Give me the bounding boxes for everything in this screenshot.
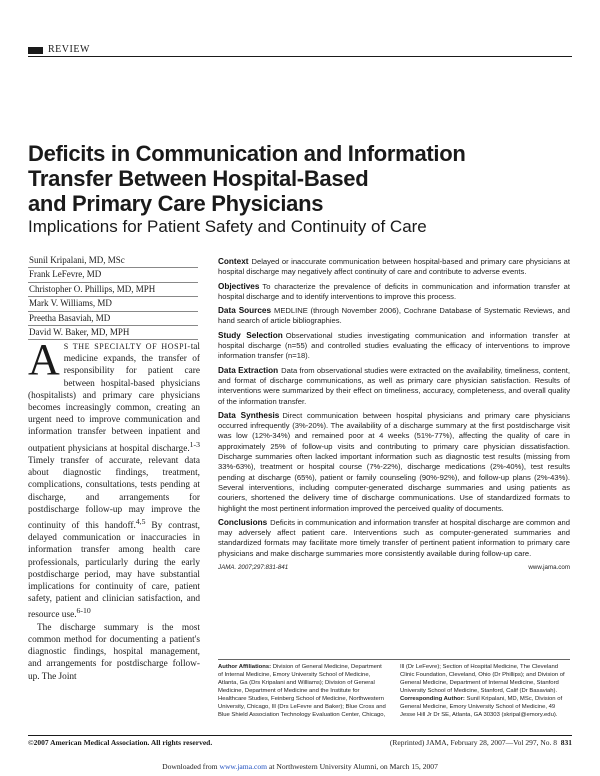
abstract-data-synthesis	[218, 411, 570, 514]
body-paragraph-2: The discharge summary is the most common method for documenting a patient's diagnostic findings, hospital management, and arrangements for postdischarge follow-up. The Joint	[28, 622, 200, 682]
title-line-1: Deficits in Communication and Information	[28, 141, 466, 166]
abstract-conclusions	[218, 518, 570, 559]
abstract-text: Deficits in communication and information transfer at hospital discharge are common and may adversely affect patient care. Interventions such as computer-generated summaries and standardized formats may facilitate more timely transfer of pertinent patient information to primary care physicians and make discharge summaries more consistently available during follow-up care.	[218, 517, 570, 558]
body-text-column	[28, 335, 200, 683]
journal-url-link[interactable]: www.jama.com	[528, 564, 570, 572]
affiliations-heading: Author Affiliations:	[218, 664, 272, 670]
body-paragraph-1	[28, 335, 200, 622]
section-marker	[28, 47, 43, 54]
abstract-context	[218, 257, 570, 278]
reference-superscript[interactable]: 4,5	[135, 516, 146, 526]
abstract-data-extraction	[218, 366, 570, 407]
section-rule	[28, 56, 572, 57]
author: Christopher O. Phillips, MD, MPH	[28, 283, 198, 297]
footer-rule	[28, 735, 572, 736]
page-number: 831	[560, 738, 572, 747]
title-line-3: and Primary Care Physicians	[28, 191, 324, 216]
abstract-heading: Data Sources	[218, 306, 271, 316]
abstract-heading: Data Extraction	[218, 365, 279, 375]
lead-in-smallcaps: S THE SPECIALTY OF HOSPI-	[63, 342, 191, 351]
citation-row	[218, 563, 570, 573]
article-subtitle: Implications for Patient Safety and Continuity of Care	[28, 217, 427, 236]
abstract-text: MEDLINE (through November 2006), Cochrane Database of Systematic Reviews, and hand search of article bibliographies.	[218, 306, 570, 326]
abstract-text: Delayed or inaccurate communication between hospital-based and primary care physicians at hospital discharge may negatively affect continuity of care and contribute to adverse events.	[218, 257, 570, 277]
copyright-notice: ©2007 American Medical Association. All rights reserved.	[28, 738, 213, 747]
abstract-objectives	[218, 282, 570, 303]
body-text: Timely transfer of accurate, relevant data about diagnostic findings, treatment, complications, consultations, tests pending at discharge, and arrangements for postdischarge follow-up may improve the continuity of this handoff.	[28, 455, 200, 532]
structured-abstract	[218, 257, 570, 573]
abstract-heading: Study Selection	[218, 330, 283, 340]
abstract-heading: Objectives	[218, 281, 260, 291]
reference-superscript[interactable]: 1-3	[189, 439, 200, 449]
download-link[interactable]: www.jama.com	[219, 762, 268, 771]
article-title	[28, 141, 548, 216]
title-line-2: Transfer Between Hospital-Based	[28, 166, 369, 191]
citation: JAMA. 2007;297:831-841	[218, 564, 289, 572]
author: Preetha Basaviah, MD	[28, 312, 198, 326]
author: Mark V. Williams, MD	[28, 297, 198, 311]
corresponding-author-text: Sunil Kripalani, MD, MSc, Division of General Medicine, Emory University School of Medicine, 49 Jesse Hill Jr Dr SE, Atlanta, GA 30303 (skripal@emory.edu).	[400, 696, 563, 718]
abstract-heading: Context	[218, 257, 249, 266]
author: David W. Baker, MD, MPH	[28, 326, 198, 340]
author-affiliations	[218, 663, 570, 733]
body-text: tal medicine expands, the transfer of responsibility for patient care between hospital-based physicians (hospitalists) and primary care physicians becomes increasingly common, creating an urgent need to improve communication and information transfer between inpatient and outpatient physicians at hospital discharge.	[28, 342, 200, 454]
author: Sunil Kripalani, MD, MSc	[28, 254, 198, 268]
affiliations-text: Division of General Medicine, Department of Internal Medicine, Emory University School of Medicine, Atlanta, Ga (Drs Kripalani and Williams); Division of General Medicine, Department of Medicine and the Institute for Healthcare Studies, Feinberg School of Medicine, Northwestern University, Chicago, Ill (Drs LeFevre and Baker); Blue Cross and Blue Shield Association Technology Evaluation Center, Chicago, Ill (Dr LeFevre); Section of Hospital Medicine, The Cleveland Clinic Foundation, Cleveland, Ohio (Dr Phillips); and Division of General Medicine, Department of Internal Medicine, Stanford University School of Medicine, Stanford, Calif (Dr Basaviah).	[218, 664, 565, 718]
reprint-info: (Reprinted) JAMA, February 28, 2007—Vol 297, No. 8	[389, 738, 557, 747]
body-text: By contrast, delayed communication or inaccuracies in information transfer among health care professionals, particularly during the early postdischarge period, may have substantial implications for continuity of care, patient safety, patient and clinician satisfaction, and resource use.	[28, 521, 200, 621]
drop-cap: A	[28, 335, 60, 384]
abstract-heading: Data Synthesis	[218, 410, 280, 420]
author: Frank LeFevre, MD	[28, 268, 198, 282]
download-suffix: at Northwestern University Alumni, on March 15, 2007	[268, 762, 438, 771]
abstract-text: Direct communication between hospital physicians and primary care physicians occurred infrequently (3%-20%). The availability of a discharge summary at the first postdischarge visit was low (12%-34%) and remained poor at 4 weeks (51%-77%), affecting the quality of care in approximately 25% of follow-up visits and contributing to primary care physician dissatisfaction. Discharge summaries often lacked important information such as diagnostic test results (missing from 33%-63%), treatment or hospital course (7%-22%), discharge medications (2%-40%), test results pending at discharge (65%), patient or family counseling (90%-92%), and follow-up plans (2%-43%). Several interventions, including computer-generated discharge summaries and using patients as couriers, shortened the delivery time of discharge communications. Use of standardized formats to highlight the most pertinent information improved the perceived quality of documents.	[218, 410, 571, 513]
abstract-text: Observational studies investigating communication and information transfer at hospital discharge (n=55) and controlled studies evaluating the efficacy of interventions to improve information transfer (n=18).	[218, 330, 571, 361]
reference-superscript[interactable]: 6-10	[76, 606, 91, 616]
abstract-text: To characterize the prevalence of deficits in communication and information transfer at hospital discharge and to identify interventions to improve this process.	[218, 281, 570, 301]
abstract-divider	[218, 659, 570, 660]
abstract-heading: Conclusions	[218, 517, 268, 527]
abstract-text: Data from observational studies were extracted on the availability, timeliness, content, and format of discharge communications, as well as primary care physician satisfaction. Results of interventions were summarized by their effect on timeliness, accuracy, completeness, and overall quality of the information transfer.	[218, 365, 570, 406]
abstract-study-selection	[218, 331, 570, 362]
download-prefix: Downloaded from	[162, 762, 218, 771]
section-label: REVIEW	[48, 44, 90, 55]
author-list	[28, 254, 198, 340]
download-notice	[0, 762, 600, 771]
corresponding-author-heading: Corresponding Author:	[400, 696, 465, 702]
page-folio	[330, 738, 572, 747]
abstract-data-sources	[218, 306, 570, 327]
